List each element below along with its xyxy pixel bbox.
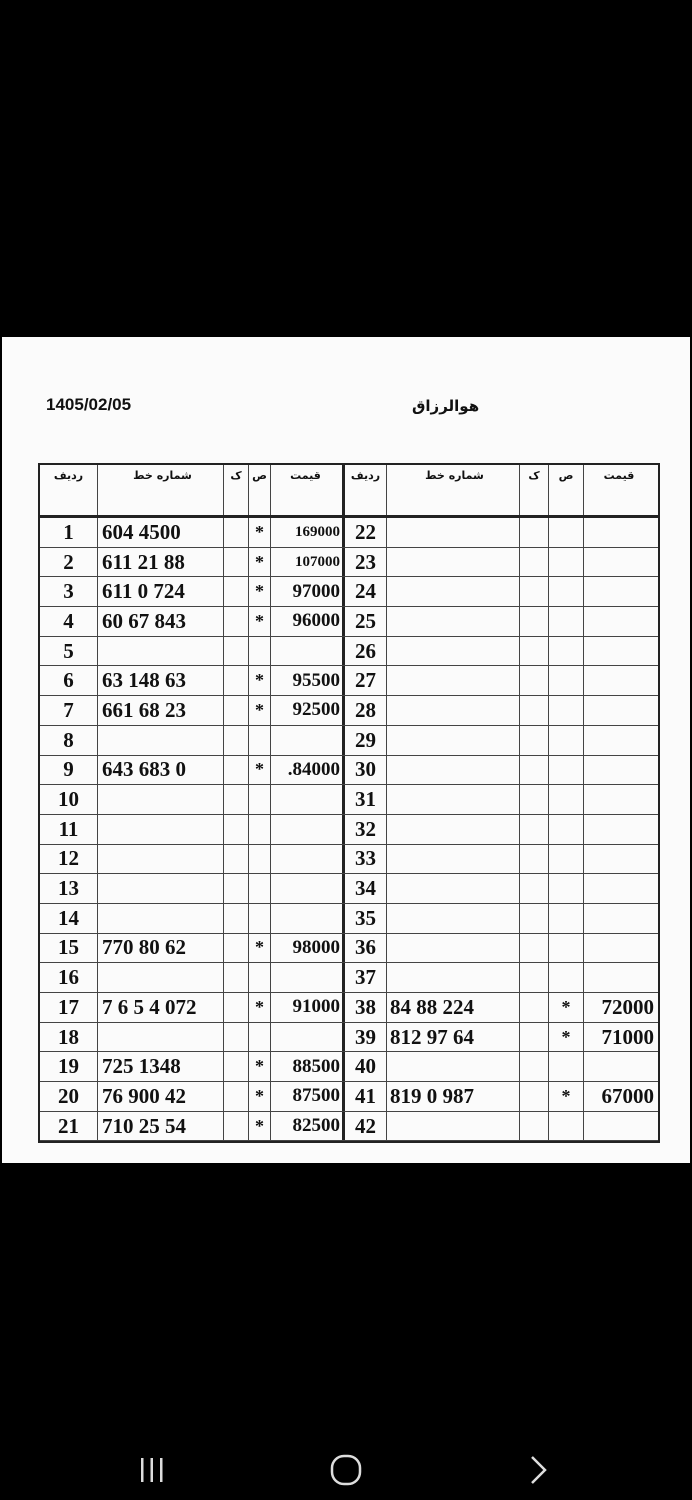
price-cell (584, 637, 658, 666)
back-icon[interactable] (508, 1450, 568, 1490)
line-number-cell (387, 845, 520, 874)
price-cell (584, 696, 658, 725)
s-cell (549, 815, 584, 844)
price-cell (271, 637, 345, 666)
s-cell: * (249, 1082, 271, 1111)
table-row (40, 518, 658, 548)
price-cell (271, 845, 345, 874)
k-cell (520, 815, 549, 844)
table-header (40, 465, 658, 518)
line-number-cell (387, 1112, 520, 1141)
k-cell (520, 548, 549, 577)
price-cell (584, 577, 658, 606)
price-cell (271, 1023, 345, 1052)
header-price-2: قیمت (603, 469, 635, 482)
line-number-cell (387, 696, 520, 725)
row-number-cell: 36 (345, 934, 387, 963)
k-cell (224, 904, 249, 933)
k-cell (520, 1082, 549, 1111)
line-number-cell (387, 874, 520, 903)
price-cell: 97000 (271, 577, 345, 606)
table-row (40, 1023, 658, 1053)
line-number-cell (387, 548, 520, 577)
price-cell (584, 904, 658, 933)
line-number-cell: 7 6 5 4 072 (98, 993, 224, 1022)
table-row (40, 993, 658, 1023)
k-cell (224, 577, 249, 606)
table-row (40, 726, 658, 756)
line-number-cell: 710 25 54 (98, 1112, 224, 1141)
table-row (40, 874, 658, 904)
price-cell: 82500 (271, 1112, 345, 1141)
k-cell (224, 1112, 249, 1141)
line-number-cell: 604 4500 (98, 518, 224, 547)
row-number-cell: 16 (40, 963, 98, 992)
k-cell (224, 993, 249, 1022)
k-cell (520, 1112, 549, 1141)
recents-icon[interactable] (122, 1450, 182, 1490)
table-row (40, 904, 658, 934)
row-number-cell: 15 (40, 934, 98, 963)
s-cell (549, 696, 584, 725)
s-cell: * (249, 696, 271, 725)
k-cell (520, 785, 549, 814)
k-cell (224, 726, 249, 755)
table-row (40, 577, 658, 607)
line-number-cell (387, 785, 520, 814)
line-number-cell (387, 607, 520, 636)
s-cell (549, 756, 584, 785)
header-s-2: ص (549, 465, 584, 515)
document-heading: هوالرزاق (412, 397, 480, 415)
k-cell (224, 1023, 249, 1052)
s-cell (249, 874, 271, 903)
line-number-cell (98, 726, 224, 755)
s-cell (249, 904, 271, 933)
s-cell (249, 726, 271, 755)
header-line-number: شماره خط (98, 465, 224, 515)
s-cell: * (249, 1112, 271, 1141)
row-number-cell: 39 (345, 1023, 387, 1052)
table-row (40, 607, 658, 637)
k-cell (224, 934, 249, 963)
line-number-cell (387, 756, 520, 785)
row-number-cell: 30 (345, 756, 387, 785)
s-cell (549, 637, 584, 666)
row-number-cell: 41 (345, 1082, 387, 1111)
header-k-2: ک (520, 465, 549, 515)
s-cell: * (249, 577, 271, 606)
s-cell (549, 1052, 584, 1081)
line-number-cell (387, 577, 520, 606)
table-row (40, 815, 658, 845)
price-cell (584, 548, 658, 577)
line-number-cell (387, 518, 520, 547)
line-number-cell: 819 0 987 (387, 1082, 520, 1111)
s-cell (549, 607, 584, 636)
k-cell (224, 1052, 249, 1081)
row-number-cell: 5 (40, 637, 98, 666)
k-cell (224, 518, 249, 547)
row-number-cell: 24 (345, 577, 387, 606)
home-icon[interactable] (316, 1450, 376, 1490)
row-number-cell: 10 (40, 785, 98, 814)
line-number-cell: 611 21 88 (98, 548, 224, 577)
k-cell (520, 756, 549, 785)
line-number-cell: 63 148 63 (98, 666, 224, 695)
header-row-no-2: ردیف (345, 465, 387, 515)
line-number-cell: 770 80 62 (98, 934, 224, 963)
price-cell (584, 726, 658, 755)
price-cell (584, 815, 658, 844)
line-number-cell (387, 934, 520, 963)
table-row (40, 963, 658, 993)
price-cell: 72000 (601, 994, 654, 1019)
table-row (40, 785, 658, 815)
row-number-cell: 29 (345, 726, 387, 755)
header-price: قیمت (271, 465, 345, 515)
line-number-cell (387, 1052, 520, 1081)
price-cell (584, 1052, 658, 1081)
k-cell (520, 934, 549, 963)
line-number-cell (98, 637, 224, 666)
s-cell (249, 845, 271, 874)
price-cell: 71000 (601, 1024, 654, 1049)
s-cell: * (249, 756, 271, 785)
s-cell (549, 666, 584, 695)
s-cell: * (549, 1023, 584, 1052)
row-number-cell: 25 (345, 607, 387, 636)
s-cell (249, 1023, 271, 1052)
line-number-cell: 611 0 724 (98, 577, 224, 606)
price-cell: 95500 (271, 666, 345, 695)
row-number-cell: 17 (40, 993, 98, 1022)
price-cell (271, 785, 345, 814)
price-cell (584, 934, 658, 963)
s-cell: * (249, 934, 271, 963)
row-number-cell: 7 (40, 696, 98, 725)
price-cell (584, 607, 658, 636)
table-row (40, 637, 658, 667)
s-cell (549, 548, 584, 577)
header-line-number-2: شماره خط (387, 465, 520, 515)
price-cell (271, 904, 345, 933)
row-number-cell: 2 (40, 548, 98, 577)
k-cell (520, 607, 549, 636)
price-cell: .84000 (271, 756, 345, 785)
k-cell (224, 696, 249, 725)
price-cell (271, 874, 345, 903)
table-row (40, 756, 658, 786)
row-number-cell: 18 (40, 1023, 98, 1052)
k-cell (224, 874, 249, 903)
row-number-cell: 33 (345, 845, 387, 874)
row-number-cell: 31 (345, 785, 387, 814)
table-row (40, 1112, 658, 1142)
price-cell: 91000 (271, 993, 345, 1022)
line-number-cell (387, 637, 520, 666)
line-number-cell (387, 726, 520, 755)
line-number-cell: 84 88 224 (387, 993, 520, 1022)
line-number-cell (98, 845, 224, 874)
k-cell (224, 1082, 249, 1111)
k-cell (520, 666, 549, 695)
row-number-cell: 9 (40, 756, 98, 785)
s-cell (249, 637, 271, 666)
price-cell (584, 518, 658, 547)
k-cell (224, 963, 249, 992)
table-row (40, 1052, 658, 1082)
k-cell (520, 1023, 549, 1052)
k-cell (224, 815, 249, 844)
line-number-cell (387, 815, 520, 844)
s-cell: * (249, 518, 271, 547)
row-number-cell: 28 (345, 696, 387, 725)
row-number-cell: 40 (345, 1052, 387, 1081)
price-cell: 88500 (271, 1052, 345, 1081)
s-cell: * (249, 1052, 271, 1081)
k-cell (520, 993, 549, 1022)
line-number-cell (98, 874, 224, 903)
s-cell (549, 726, 584, 755)
row-number-cell: 35 (345, 904, 387, 933)
table-row (40, 1082, 658, 1112)
price-cell (271, 963, 345, 992)
price-cell (584, 874, 658, 903)
line-number-cell (98, 963, 224, 992)
k-cell (520, 874, 549, 903)
line-number-cell (98, 815, 224, 844)
k-cell (520, 696, 549, 725)
s-cell (549, 934, 584, 963)
price-cell: 169000 (271, 518, 345, 547)
price-cell (584, 1112, 658, 1141)
table-row (40, 845, 658, 875)
line-number-cell: 661 68 23 (98, 696, 224, 725)
line-number-cell (98, 904, 224, 933)
s-cell (549, 785, 584, 814)
price-cell (271, 815, 345, 844)
s-cell (249, 785, 271, 814)
row-number-cell: 8 (40, 726, 98, 755)
price-cell (584, 845, 658, 874)
s-cell: * (549, 993, 584, 1022)
k-cell (520, 845, 549, 874)
row-number-cell: 20 (40, 1082, 98, 1111)
price-cell: 96000 (271, 607, 345, 636)
s-cell (549, 874, 584, 903)
row-number-cell: 21 (40, 1112, 98, 1141)
line-number-cell: 76 900 42 (98, 1082, 224, 1111)
s-cell: * (249, 607, 271, 636)
k-cell (224, 607, 249, 636)
line-number-cell: 643 683 0 (98, 756, 224, 785)
s-cell: * (249, 548, 271, 577)
row-number-cell: 23 (345, 548, 387, 577)
header-s: ص (249, 465, 271, 515)
document-photo (2, 337, 690, 1163)
line-number-cell: 60 67 843 (98, 607, 224, 636)
document-date: 1405/02/05 (46, 395, 132, 414)
line-number-cell (387, 666, 520, 695)
k-cell (520, 904, 549, 933)
s-cell: * (249, 666, 271, 695)
price-cell (584, 756, 658, 785)
k-cell (520, 1052, 549, 1081)
price-table (38, 463, 660, 1143)
price-cell: 92500 (271, 696, 345, 725)
s-cell (549, 963, 584, 992)
row-number-cell: 38 (345, 993, 387, 1022)
price-cell (584, 963, 658, 992)
line-number-cell: 725 1348 (98, 1052, 224, 1081)
header-k: ک (224, 465, 249, 515)
line-number-cell (98, 785, 224, 814)
line-number-cell (387, 904, 520, 933)
row-number-cell: 34 (345, 874, 387, 903)
s-cell (249, 963, 271, 992)
k-cell (224, 637, 249, 666)
s-cell (549, 904, 584, 933)
k-cell (520, 577, 549, 606)
row-number-cell: 22 (345, 518, 387, 547)
k-cell (520, 637, 549, 666)
s-cell (549, 577, 584, 606)
row-number-cell: 3 (40, 577, 98, 606)
row-number-cell: 37 (345, 963, 387, 992)
price-cell (584, 666, 658, 695)
line-number-cell: 812 97 64 (387, 1023, 520, 1052)
line-number-cell (98, 1023, 224, 1052)
row-number-cell: 11 (40, 815, 98, 844)
table-row (40, 666, 658, 696)
table-row (40, 548, 658, 578)
row-number-cell: 32 (345, 815, 387, 844)
row-number-cell: 26 (345, 637, 387, 666)
table-row (40, 696, 658, 726)
header-row-no: ردیف (40, 465, 98, 515)
row-number-cell: 6 (40, 666, 98, 695)
k-cell (224, 785, 249, 814)
k-cell (520, 726, 549, 755)
price-cell (271, 726, 345, 755)
row-number-cell: 12 (40, 845, 98, 874)
android-navbar (0, 1420, 692, 1500)
row-number-cell: 27 (345, 666, 387, 695)
k-cell (224, 756, 249, 785)
row-number-cell: 19 (40, 1052, 98, 1081)
s-cell (549, 845, 584, 874)
price-cell: 107000 (271, 548, 345, 577)
table-body (40, 518, 658, 1141)
table-row (40, 934, 658, 964)
row-number-cell: 4 (40, 607, 98, 636)
line-number-cell (387, 963, 520, 992)
s-cell (549, 518, 584, 547)
price-cell (584, 785, 658, 814)
s-cell (549, 1112, 584, 1141)
k-cell (224, 666, 249, 695)
s-cell: * (549, 1082, 584, 1111)
row-number-cell: 13 (40, 874, 98, 903)
k-cell (520, 963, 549, 992)
price-cell: 98000 (271, 934, 345, 963)
price-cell: 87500 (271, 1082, 345, 1111)
row-number-cell: 14 (40, 904, 98, 933)
k-cell (520, 518, 549, 547)
k-cell (224, 548, 249, 577)
row-number-cell: 1 (40, 518, 98, 547)
row-number-cell: 42 (345, 1112, 387, 1141)
s-cell: * (249, 993, 271, 1022)
k-cell (224, 845, 249, 874)
price-cell: 67000 (601, 1083, 654, 1108)
s-cell (249, 815, 271, 844)
